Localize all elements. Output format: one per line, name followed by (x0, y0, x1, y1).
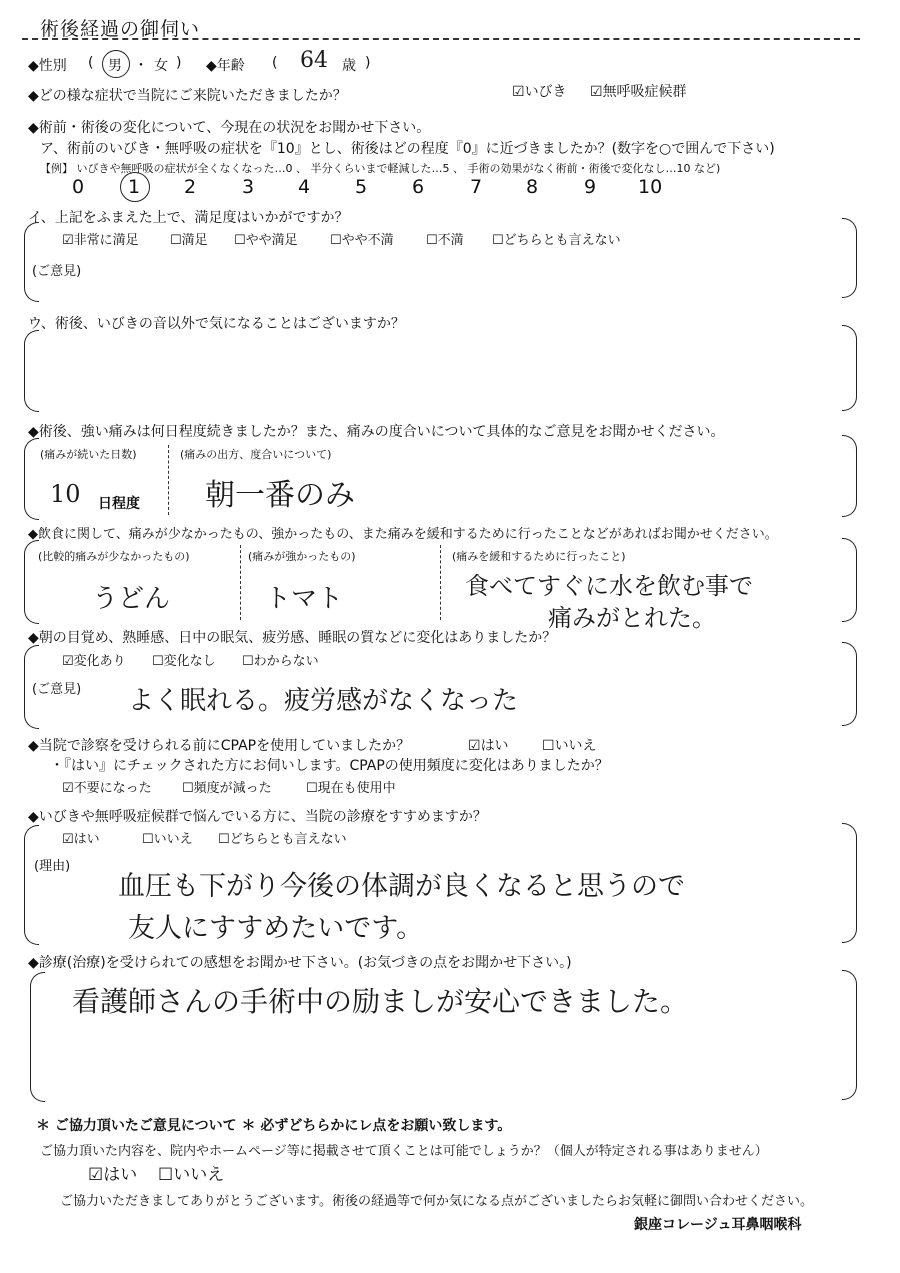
pain-detail-value[interactable]: 朝一番のみ (205, 478, 355, 513)
symptom-opt-snoring[interactable]: ☑いびき (512, 84, 567, 100)
cpap-opts-option[interactable] (306, 777, 396, 796)
option-label: やや満足 (245, 233, 298, 248)
recommend-bracket-left (24, 825, 39, 945)
sleep-opts-option[interactable] (242, 650, 319, 669)
symptom-opt-apnea[interactable]: ☑無呼吸症候群 (590, 84, 687, 100)
checkbox-checked-icon: ☑ (590, 84, 603, 100)
change-question: ◆術前・術後の変化について、今現在の状況をお聞かせ下さい。 (28, 120, 431, 136)
pain-days-label: (痛みが続いた日数) (40, 448, 137, 461)
option-label: 非常に満足 (73, 233, 139, 248)
satisfaction-bracket-right (842, 218, 857, 298)
consent-question: ご協力頂いた内容を、院内やホームページ等に掲載させて頂くことは可能でしょうか？（個人が特定される事はありません） (40, 1144, 768, 1159)
checkbox-checked-icon: ☑ (62, 233, 74, 248)
pain-question: ◆術後、強い痛みは何日程度続きましたか？また、痛みの度合いについて具体的なご意見をお聞かせください。 (28, 424, 725, 440)
change-example: 【例】 いびきや無呼吸の症状が全くなくなった…0 、 半分くらいまで軽減した…5 、 手術の効果がなく術前・術後で変化なし…10 など) (40, 162, 721, 175)
option-label: 頻度が減った (193, 781, 272, 796)
recommend-reason-label: (理由) (34, 859, 71, 874)
checkbox-checked-icon: ☑ (62, 654, 74, 669)
consent-yes[interactable]: ☑はい (88, 1165, 138, 1185)
pain-days-value[interactable]: 10 (50, 480, 81, 508)
option-label: はい (73, 832, 100, 847)
pain-divider (168, 445, 169, 515)
food-relief-label: (痛みを緩和するために行ったこと) (452, 550, 626, 563)
food-relief-line1[interactable]: 食べてすぐに水を飲む事で (465, 572, 753, 600)
cpap-opts-option[interactable] (62, 777, 152, 796)
age-unit: 歳 (342, 58, 356, 74)
checkbox-icon: ☐ (234, 233, 246, 248)
sat-opts-option[interactable] (234, 229, 298, 248)
gender-close-paren: ) (176, 55, 182, 71)
pain-detail-label: (痛みの出方、度合いについて) (180, 448, 332, 461)
option-label: やや不満 (341, 233, 394, 248)
satisfaction-question: イ、上記をふまえた上で、満足度はいかがですか？ (28, 210, 349, 226)
symptom-question: ◆どの様な症状で当院にご来院いただきましたか？ (28, 88, 347, 104)
age-close-paren: ) (365, 55, 371, 71)
scale-number[interactable]: 4 (298, 176, 311, 198)
rec-opts-option[interactable] (218, 828, 347, 847)
scale-number[interactable]: 5 (355, 176, 368, 198)
food-strong-label: (痛みが強かったもの) (248, 550, 356, 563)
option-label: どちらとも言えない (229, 832, 347, 847)
option-label: 変化あり (73, 654, 126, 669)
option-label: 変化なし (163, 654, 216, 669)
checkbox-checked-icon: ☑ (468, 738, 481, 754)
food-less-label: (比較的痛みが少なかったもの) (38, 550, 190, 563)
option-label: わからない (253, 654, 319, 669)
cpap-no[interactable]: ☐いいえ (542, 738, 597, 754)
checkbox-checked-icon: ☑ (62, 832, 74, 847)
gender-male-circle (102, 50, 130, 78)
checkbox-icon: ☐ (218, 832, 230, 847)
gender-open-paren: ( (88, 55, 94, 71)
checkbox-icon: ☐ (142, 832, 154, 847)
scale-number[interactable]: 0 (72, 176, 85, 198)
option-label: どちらとも言えない (503, 233, 621, 248)
gender-male[interactable]: 男 (108, 58, 122, 74)
option-label: 満足 (181, 233, 208, 248)
title-divider (22, 38, 860, 40)
other-question: ウ、術後、いびきの音以外で気になることはございますか？ (28, 316, 405, 332)
pain-days-unit: 日程度 (98, 496, 140, 512)
consent-no[interactable]: ☐いいえ (158, 1165, 225, 1185)
cpap-question: ◆当院で診察を受けられる前にCPAPを使用していましたか？ (28, 738, 411, 754)
scale-number[interactable]: 9 (584, 176, 597, 198)
satisfaction-bracket-left (24, 222, 39, 302)
checkbox-icon: ☐ (426, 233, 438, 248)
gender-female[interactable]: 女 (154, 58, 168, 74)
rec-opts-option[interactable] (142, 828, 193, 847)
pain-bracket-right (842, 435, 857, 517)
impression-bracket-left (30, 972, 45, 1102)
food-divider-2 (440, 545, 441, 620)
food-strong-value[interactable]: トマト (265, 584, 344, 614)
checkbox-icon: ☐ (182, 781, 194, 796)
scale-number[interactable]: 2 (184, 176, 197, 198)
recommend-question: ◆いびきや無呼吸症候群で悩んでいる方に、当院の診療をすすめますか？ (28, 809, 487, 825)
sleep-opinion-label: (ご意見) (32, 682, 82, 697)
satisfaction-opinion-label: (ご意見) (32, 264, 82, 279)
checkbox-checked-icon: ☑ (88, 1165, 104, 1185)
cpap-sub-question: ・『はい』にチェックされた方にお伺いします。CPAPの使用頻度に変化はありましたか？ (50, 758, 609, 774)
impression-bracket-right (842, 970, 857, 1100)
option-label: いいえ (153, 832, 193, 847)
checkbox-icon: ☐ (158, 1165, 174, 1185)
scale-number[interactable]: 3 (242, 176, 255, 198)
checkbox-icon: ☐ (330, 233, 342, 248)
food-bracket-left (24, 540, 39, 624)
checkbox-icon: ☐ (306, 781, 318, 796)
option-label: 不要になった (73, 781, 152, 796)
change-sub-a: ア、術前のいびき・無呼吸の症状を『10』とし、術後はどの程度『0』に近づきましたか？(数字を○で囲んで下さい) (40, 141, 775, 157)
scale-selected-circle (120, 172, 150, 202)
page-title: 術後経過の御伺い (40, 18, 201, 40)
sat-opts-option[interactable] (426, 229, 464, 248)
scale-number[interactable]: 8 (526, 176, 539, 198)
gender-sep: ・ (134, 58, 148, 74)
scale-number[interactable]: 1 (128, 176, 141, 198)
sat-opts-option[interactable] (170, 229, 208, 248)
age-value[interactable]: 64 (300, 48, 328, 73)
sleep-opts-option[interactable] (62, 650, 126, 669)
food-relief-line2[interactable]: 痛みがとれた。 (548, 604, 716, 632)
option-label: 不満 (437, 233, 464, 248)
clinic-name: 銀座コレージュ耳鼻咽喉科 (634, 1217, 802, 1233)
checkbox-icon: ☐ (152, 654, 164, 669)
sleep-opts-option[interactable] (152, 650, 216, 669)
food-divider-1 (240, 545, 241, 620)
impression-answer[interactable]: 看護師さんの手術中の励ましが安心できました。 (72, 985, 689, 1018)
recommend-bracket-right (842, 823, 857, 943)
sleep-opinion-value[interactable]: よく眠れる。疲労感がなくなった (128, 686, 519, 716)
recommend-reason-line2[interactable]: 友人にすすめたいです。 (128, 913, 424, 944)
age-label: ◆年齢 (206, 58, 245, 74)
checkbox-icon: ☐ (542, 738, 555, 754)
food-bracket-right (842, 538, 857, 622)
scale-number[interactable]: 6 (412, 176, 425, 198)
recommend-reason-line1[interactable]: 血圧も下がり今後の体調が良くなると思うので (118, 871, 685, 902)
impression-question: ◆診療(治療)を受けられての感想をお聞かせ下さい。(お気づきの点をお聞かせ下さい。) (28, 955, 572, 971)
other-bracket-left (24, 330, 39, 412)
rec-opts-option[interactable] (62, 828, 100, 847)
sat-opts-option[interactable] (62, 229, 139, 248)
sleep-bracket-right (842, 642, 857, 726)
checkbox-icon: ☐ (242, 654, 254, 669)
gender-label: ◆性別 (28, 58, 67, 74)
cpap-opts-option[interactable] (182, 777, 272, 796)
scale-number[interactable]: 7 (470, 176, 483, 198)
age-open-paren: ( (272, 55, 278, 71)
consent-heading: ＊ ご協力頂いたご意見について ＊ 必ずどちらかにレ点をお願い致します。 (36, 1118, 512, 1134)
sleep-question: ◆朝の目覚め、熟睡感、日中の眠気、疲労感、睡眠の質などに変化はありましたか？ (28, 630, 557, 646)
checkbox-checked-icon: ☑ (62, 781, 74, 796)
cpap-yes[interactable]: ☑はい (468, 738, 509, 754)
checkbox-checked-icon: ☑ (512, 84, 525, 100)
scale-number[interactable]: 10 (638, 176, 663, 198)
option-label: 現在も使用中 (317, 781, 396, 796)
sat-opts-option[interactable] (492, 229, 621, 248)
checkbox-icon: ☐ (492, 233, 504, 248)
other-bracket-right (842, 325, 857, 411)
food-question: ◆飲食に関して、痛みが少なかったもの、強かったもの、また痛みを緩和するために行ったことなどがあればお聞かせください。 (28, 527, 778, 542)
pain-bracket-left (24, 438, 39, 520)
consent-thanks: ご協力いただきましてありがとうございます。術後の経過等で何か気になる点がございましたらお気軽に御問い合わせください。 (60, 1194, 813, 1209)
checkbox-icon: ☐ (170, 233, 182, 248)
sat-opts-option[interactable] (330, 229, 394, 248)
food-less-value[interactable]: うどん (92, 584, 171, 614)
